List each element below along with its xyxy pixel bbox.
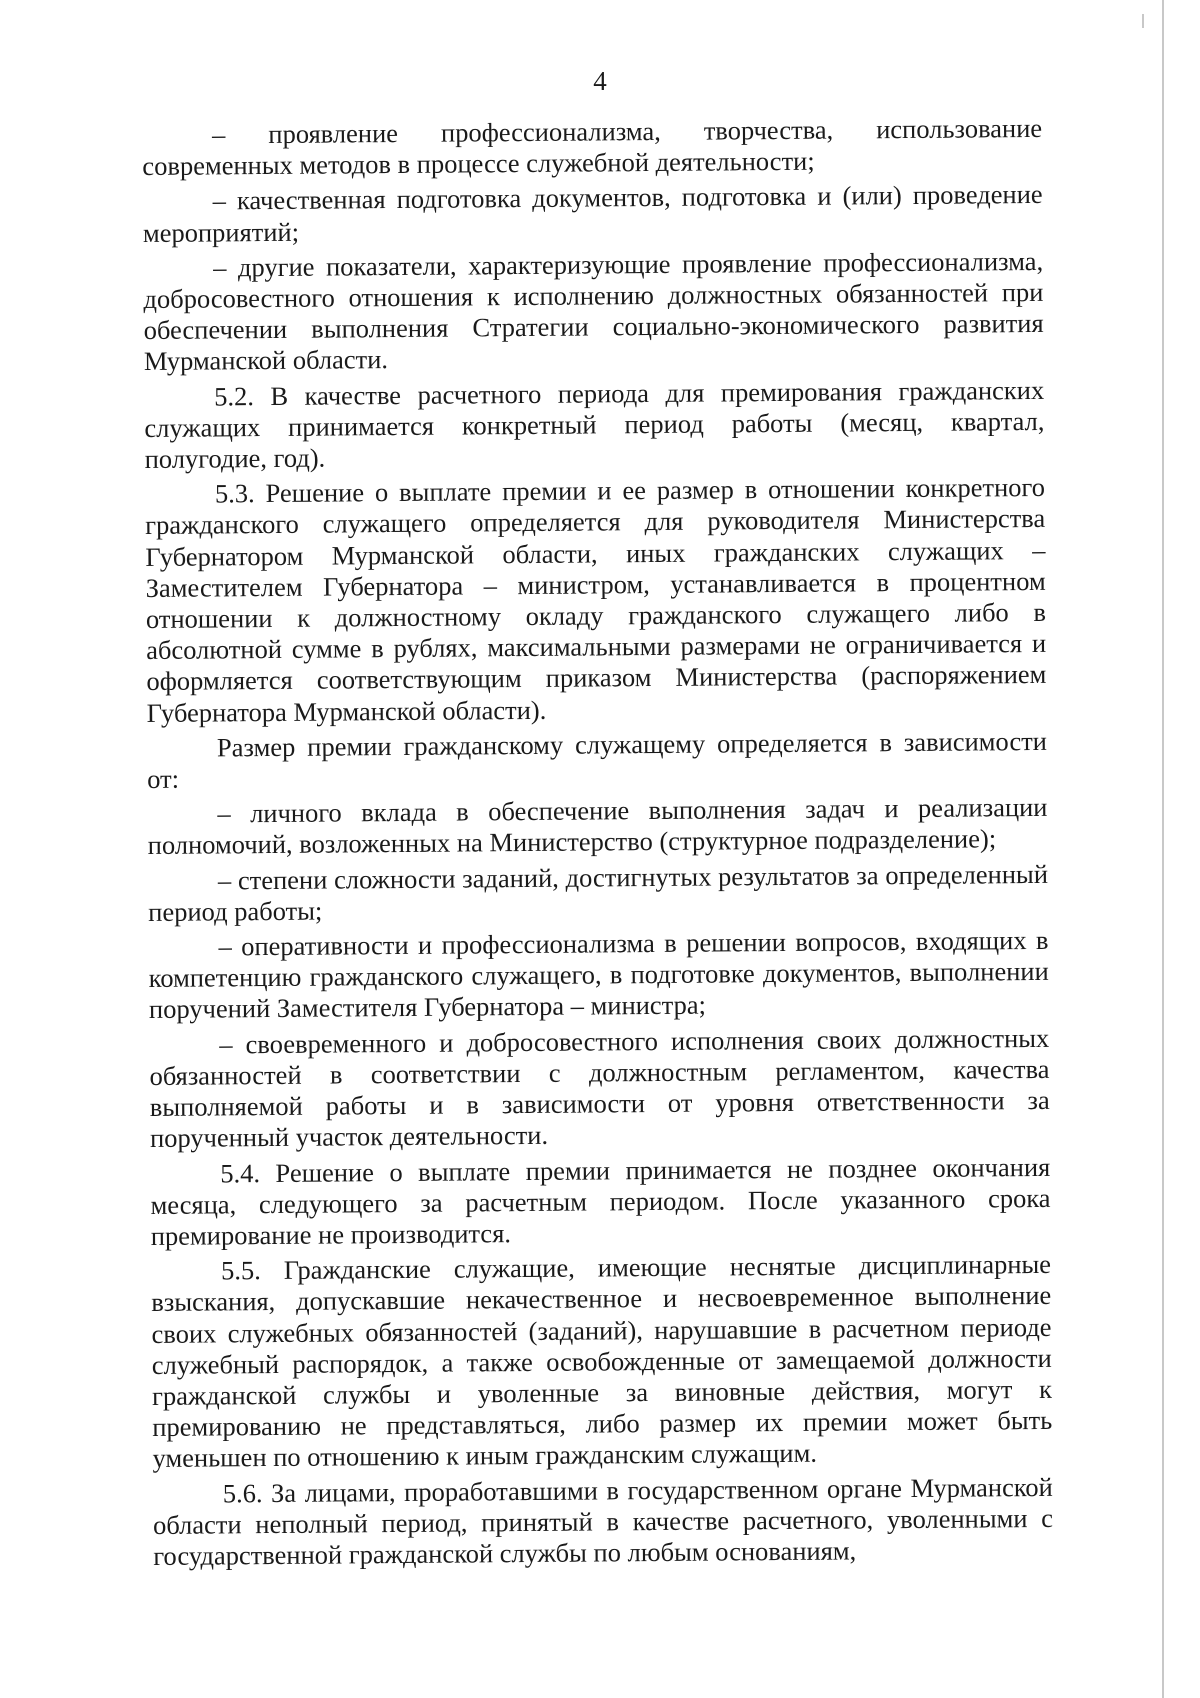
- page-number: 4: [593, 66, 607, 96]
- document-body: [142, 113, 1053, 1576]
- paragraph: 5.3. Решение о выплате премии и ее размер в отношении конкретного гражданского служащего определяется для руководителя Министерства Губернатором Мурманской области, иных гражданских служащих – Заместителем Губернатора – министром, устанавливается в процентном отношении к должностному окладу гражданского служащего либо в абсолютной сумме в рублях, максимальными размерами не ограничивается и оформляется соответствующим приказом Министерства (распоряжением Губернатора Мурманской области).: [145, 472, 1047, 728]
- paragraph: – личного вклада в обеспечение выполнения задач и реализации полномочий, возложенных на Министерство (структурное подразделение);: [147, 792, 1048, 861]
- paragraph: – своевременного и добросовестного исполнения своих должностных обязанностей в соответствии с должностным регламентом, качества выполняемой работы и в зависимости от уровня ответственности за порученный участок деятельности.: [149, 1022, 1050, 1154]
- paragraph: – степени сложности заданий, достигнутых результатов за определенный период работы;: [148, 858, 1049, 927]
- paragraph: – проявление профессионализма, творчества, использование современных методов в процессе служебной деятельности;: [142, 112, 1043, 182]
- scan-edge-line: [1162, 0, 1164, 1698]
- scan-edge-mark: [1142, 14, 1144, 28]
- paragraph: – другие показатели, характеризующие проявление профессионализма, добросовестного отношения к исполнению должностных обязанностей при обеспечении выполнения Стратегии социально-экономического развития Мурманской области.: [143, 245, 1044, 377]
- paragraph: 5.4. Решение о выплате премии принимается не позднее окончания месяца, следующего за расчетным периодом. После указанного срока премирование не производится.: [150, 1151, 1051, 1251]
- paragraph: – качественная подготовка документов, подготовка и (или) проведение мероприятий;: [142, 179, 1043, 248]
- paragraph: 5.6. За лицами, проработавшими в государственном органе Мурманской области неполный период, принятый в качестве расчетного, уволенными с государственной гражданской службы по любым основаниям,: [152, 1471, 1054, 1571]
- paragraph: 5.2. В качестве расчетного периода для премирования гражданских служащих принимается конкретный период работы (месяц, квартал, полугодие, год).: [144, 374, 1045, 475]
- paragraph: 5.5. Гражданские служащие, имеющие неснятые дисциплинарные взыскания, допускавшие некачественное и несвоевременное выполнение своих служебных обязанностей (заданий), нарушавшие в расчетном периоде служебный распорядок, а также освобожденные от замещаемой должности гражданской службы и уволенные за виновные действия, могут к премированию не представляться, либо размер их премии может быть уменьшен по отношению к иным гражданским служащим.: [151, 1249, 1053, 1474]
- paragraph: Размер премии гражданскому служащему определяется в зависимости от:: [147, 725, 1048, 795]
- paragraph: – оперативности и профессионализма в решении вопросов, входящих в компетенцию гражданского служащего, в подготовке документов, выполнении поручений Заместителя Губернатора – министра;: [148, 924, 1049, 1025]
